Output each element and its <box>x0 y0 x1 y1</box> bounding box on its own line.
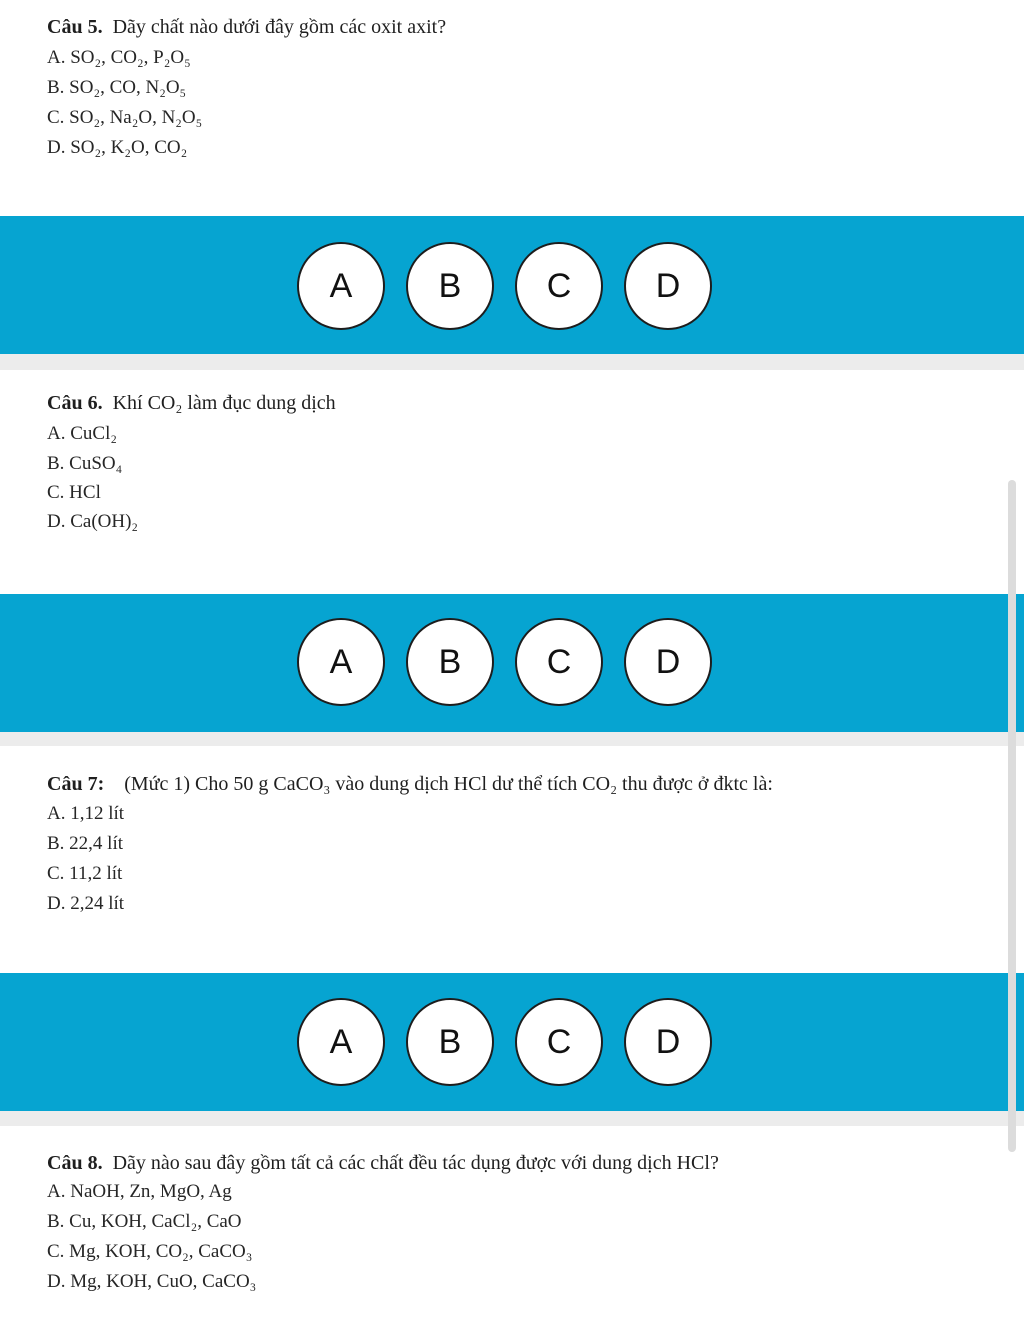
question-8-text: Dãy nào sau đây gồm tất cả các chất đều tác dụng được với dung dịch HCl? <box>112 1152 719 1174</box>
question-7-option-b: B. 22,4 lít <box>47 833 124 854</box>
question-5-label: Câu 5. <box>47 16 103 38</box>
question-5-text: Dãy chất nào dưới đây gồm các oxit axit? <box>112 16 447 38</box>
question-5-title <box>47 16 446 39</box>
answer-7-d-button[interactable]: D <box>624 998 712 1086</box>
answer-band-6 <box>0 594 1024 732</box>
question-card-7 <box>0 746 1024 973</box>
question-card-8 <box>0 1126 1024 1329</box>
answer-6-c-button[interactable]: C <box>515 618 603 706</box>
answer-band-5 <box>0 216 1024 354</box>
question-6-option-d: D. Ca(OH)₂ <box>47 511 139 532</box>
question-6-label: Câu 6. <box>47 392 103 414</box>
question-card-5 <box>0 0 1024 216</box>
question-8-option-a: A. NaOH, Zn, MgO, Ag <box>47 1181 232 1202</box>
question-8-option-b: B. Cu, KOH, CaCl₂, CaO <box>47 1211 242 1232</box>
answer-5-b-button[interactable]: B <box>406 242 494 330</box>
answer-6-d-button[interactable]: D <box>624 618 712 706</box>
question-6-option-c: C. HCl <box>47 482 101 503</box>
question-7-option-a: A. 1,12 lít <box>47 803 125 824</box>
question-card-6 <box>0 370 1024 594</box>
scrollbar[interactable] <box>1008 480 1016 1152</box>
question-7-title <box>47 773 773 796</box>
question-6-option-b: B. CuSO₄ <box>47 453 123 474</box>
question-8-label: Câu 8. <box>47 1152 103 1174</box>
question-6-option-a: A. CuCl₂ <box>47 423 117 444</box>
answer-band-7 <box>0 973 1024 1111</box>
question-5-option-c: C. SO₂, Na₂O, N₂O₅ <box>47 107 203 128</box>
question-5-option-a: A. SO₂, CO₂, P₂O₅ <box>47 47 191 68</box>
question-6-text: Khí CO₂ làm đục dung dịch <box>112 392 336 414</box>
answer-5-a-button[interactable]: A <box>297 242 385 330</box>
question-8-title <box>47 1152 719 1175</box>
question-7-label: Câu 7: <box>47 773 105 795</box>
question-6-title <box>47 392 336 415</box>
answer-6-a-button[interactable]: A <box>297 618 385 706</box>
answer-5-d-button[interactable]: D <box>624 242 712 330</box>
question-7-option-c: C. 11,2 lít <box>47 863 123 884</box>
answer-5-c-button[interactable]: C <box>515 242 603 330</box>
answer-7-c-button[interactable]: C <box>515 998 603 1086</box>
question-8-option-c: C. Mg, KOH, CO₂, CaCO₃ <box>47 1241 253 1262</box>
question-5-option-d: D. SO₂, K₂O, CO₂ <box>47 137 188 158</box>
question-5-option-b: B. SO₂, CO, N₂O₅ <box>47 77 187 98</box>
question-7-text: (Mức 1) Cho 50 g CaCO₃ vào dung dịch HCl dư thể tích CO₂ thu được ở đktc là: <box>124 773 773 795</box>
answer-7-b-button[interactable]: B <box>406 998 494 1086</box>
question-7-option-d: D. 2,24 lít <box>47 893 125 914</box>
answer-7-a-button[interactable]: A <box>297 998 385 1086</box>
answer-6-b-button[interactable]: B <box>406 618 494 706</box>
question-8-option-d: D. Mg, KOH, CuO, CaCO₃ <box>47 1271 257 1292</box>
